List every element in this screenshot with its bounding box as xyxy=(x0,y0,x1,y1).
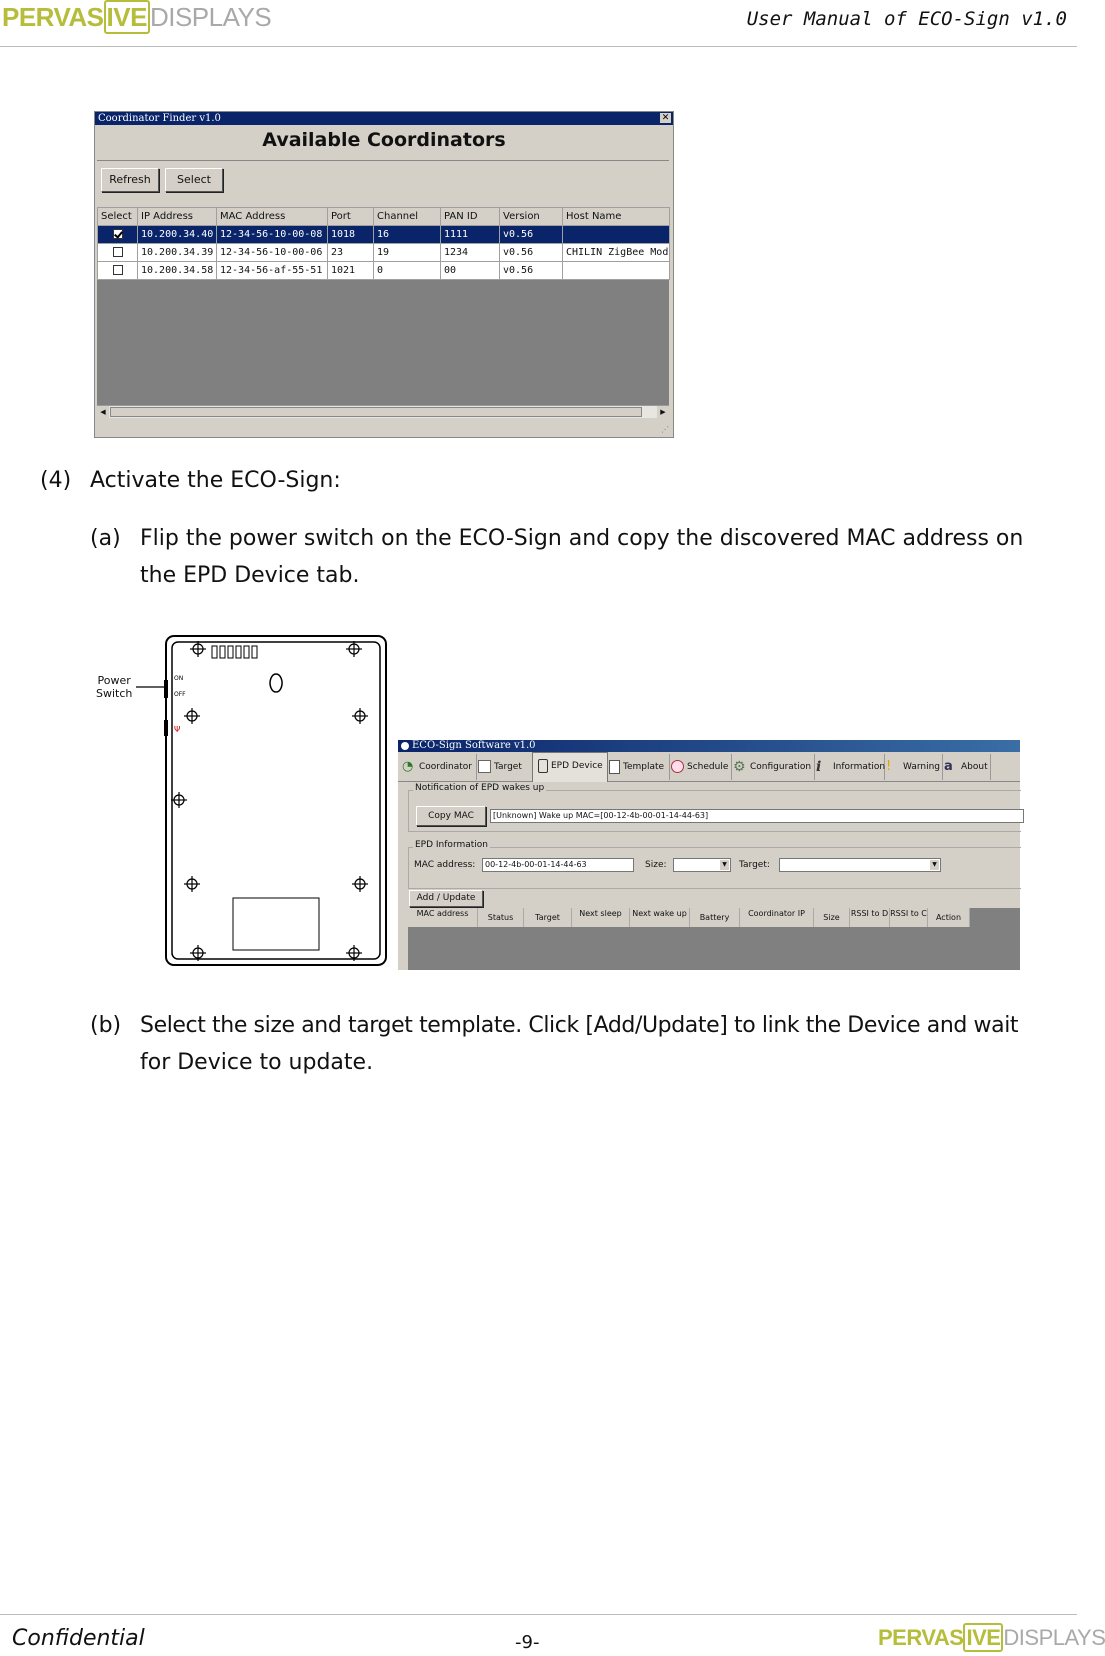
table-row[interactable] xyxy=(98,262,670,280)
notification-group-label: Notification of EPD wakes up xyxy=(415,783,545,793)
step-4b-line1: Select the size and target template. Click [Add/Update] to link the Device and wait xyxy=(140,1013,1019,1038)
cell-version: v0.56 xyxy=(500,262,563,280)
table-row[interactable] xyxy=(98,244,670,262)
cell-port: 1021 xyxy=(328,262,374,280)
col-header[interactable]: Select xyxy=(98,208,138,226)
gear-icon: ⚙ xyxy=(733,758,746,775)
cell-pan: 1111 xyxy=(441,226,500,244)
col-header[interactable]: Next wake up xyxy=(630,908,690,927)
cell-ip: 10.200.34.39 xyxy=(138,244,217,262)
scroll-thumb[interactable] xyxy=(110,407,642,417)
logo-text-ive: IVE xyxy=(104,0,150,34)
horizontal-scrollbar[interactable] xyxy=(97,405,669,418)
tab-label: Information xyxy=(833,762,886,772)
label-line: Power xyxy=(97,674,131,687)
tab-coordinator[interactable] xyxy=(400,754,477,780)
scroll-right-icon[interactable]: ▶ xyxy=(657,406,669,418)
logo-text-pervas: PERVAS xyxy=(2,2,104,32)
cell-port: 23 xyxy=(328,244,374,262)
cell-version: v0.56 xyxy=(500,226,563,244)
eco-sign-titlebar xyxy=(398,740,1020,752)
table-row[interactable] xyxy=(98,226,670,244)
select-button[interactable]: Select xyxy=(165,168,223,192)
cell-ip: 10.200.34.58 xyxy=(138,262,217,280)
notification-group xyxy=(408,783,1021,832)
col-header[interactable]: PAN ID xyxy=(441,208,500,226)
scroll-left-icon[interactable]: ◀ xyxy=(97,406,109,418)
col-header[interactable]: MAC Address xyxy=(217,208,328,226)
col-header[interactable]: Target xyxy=(524,908,572,927)
tab-information[interactable] xyxy=(814,754,885,780)
size-select[interactable] xyxy=(673,858,731,872)
svg-text:ON: ON xyxy=(174,675,184,682)
device-list-header xyxy=(408,908,970,927)
chevron-down-icon: ▼ xyxy=(930,860,939,870)
tab-configuration[interactable] xyxy=(731,754,815,780)
col-header[interactable]: Size xyxy=(814,908,850,927)
cell-port: 1018 xyxy=(328,226,374,244)
coordinator-finder-window xyxy=(94,111,674,438)
row-checkbox[interactable] xyxy=(113,247,123,257)
col-header[interactable]: RSSI to D xyxy=(850,908,890,927)
eco-sign-window-title: ECO-Sign Software v1.0 xyxy=(412,740,536,751)
mac-address-label: MAC address: xyxy=(414,860,476,870)
device-list xyxy=(408,908,1020,970)
cell-pan: 00 xyxy=(441,262,500,280)
device-icon xyxy=(538,759,548,773)
header-logo xyxy=(2,2,271,33)
step-number: (4) xyxy=(40,468,72,493)
epd-information-group xyxy=(408,840,1021,889)
page-number: -9- xyxy=(515,1632,540,1653)
document-icon xyxy=(609,760,620,774)
cell-mac: 12-34-56-af-55-51 xyxy=(217,262,328,280)
tab-label: About xyxy=(961,762,988,772)
step-text: Activate the ECO-Sign: xyxy=(90,468,341,493)
clock-icon xyxy=(671,760,684,773)
size-label: Size: xyxy=(645,860,667,870)
add-update-button[interactable]: Add / Update xyxy=(409,890,483,907)
col-header[interactable]: Version xyxy=(500,208,563,226)
app-icon xyxy=(401,742,409,750)
row-checkbox[interactable] xyxy=(113,229,123,239)
coordinator-table-area xyxy=(97,207,669,417)
tab-label: Configuration xyxy=(750,762,812,772)
header-divider xyxy=(0,46,1077,47)
coordinator-heading: Available Coordinators xyxy=(262,129,506,151)
coordinator-window-title: Coordinator Finder v1.0 xyxy=(98,113,221,124)
refresh-button[interactable]: Refresh xyxy=(101,168,159,192)
tab-label: Coordinator xyxy=(419,762,473,772)
tab-label: Template xyxy=(623,762,665,772)
cell-mac: 12-34-56-10-00-06 xyxy=(217,244,328,262)
copy-mac-button[interactable]: Copy MAC xyxy=(416,806,486,826)
cell-version: v0.56 xyxy=(500,244,563,262)
col-header[interactable]: Host Name xyxy=(563,208,670,226)
col-header[interactable]: MAC address xyxy=(408,908,478,927)
eco-sign-window xyxy=(398,740,1020,970)
resize-grip-icon[interactable]: ⋰ xyxy=(661,425,669,434)
coordinator-table xyxy=(97,207,670,280)
svg-text:Ψ: Ψ xyxy=(174,725,181,734)
tab-label: Schedule xyxy=(687,762,729,772)
footer-confidential: Confidential xyxy=(12,1626,145,1651)
step-4 xyxy=(40,462,341,499)
col-header[interactable]: Port xyxy=(328,208,374,226)
tab-target[interactable] xyxy=(476,754,533,780)
info-icon: i xyxy=(816,758,822,775)
target-label: Target: xyxy=(739,860,770,870)
epd-info-group-label: EPD Information xyxy=(415,840,489,850)
col-header[interactable]: RSSI to C xyxy=(890,908,928,927)
col-header[interactable]: Battery xyxy=(690,908,740,927)
close-icon[interactable]: ✕ xyxy=(661,113,670,123)
tab-label: Target xyxy=(494,762,522,772)
power-switch-label xyxy=(96,674,132,700)
cell-mac: 12-34-56-10-00-08 xyxy=(217,226,328,244)
target-select[interactable] xyxy=(779,858,941,872)
signal-icon: ◔ xyxy=(402,758,414,774)
tab-about[interactable] xyxy=(942,754,991,780)
col-header[interactable]: Channel xyxy=(374,208,441,226)
logo-text-displays: DISPLAYS xyxy=(1003,1625,1105,1650)
col-header[interactable]: Status xyxy=(478,908,524,927)
hand-icon xyxy=(478,760,491,773)
tab-epd-device[interactable] xyxy=(532,752,608,782)
col-header[interactable]: Action xyxy=(928,908,970,927)
cell-host: CHILIN ZigBee Mod xyxy=(563,244,670,262)
notification-text: [Unknown] Wake up MAC=[00-12-4b-00-01-14-44-63] xyxy=(490,809,1024,823)
tab-label: EPD Device xyxy=(551,761,603,771)
svg-text:OFF: OFF xyxy=(174,691,186,698)
cell-pan: 1234 xyxy=(441,244,500,262)
tab-schedule[interactable] xyxy=(669,754,732,780)
tab-warning[interactable] xyxy=(884,754,943,780)
logo-text-ive: IVE xyxy=(963,1623,1003,1652)
cell-host xyxy=(563,262,670,280)
mac-address-input[interactable]: 00-12-4b-00-01-14-44-63 xyxy=(482,858,634,872)
cell-channel: 16 xyxy=(374,226,441,244)
row-checkbox[interactable] xyxy=(113,265,123,275)
tab-template[interactable] xyxy=(607,754,670,780)
cell-host xyxy=(563,226,670,244)
logo-text-pervas: PERVAS xyxy=(878,1625,964,1650)
chevron-down-icon: ▼ xyxy=(720,860,729,870)
document-title: User Manual of ECO-Sign v1.0 xyxy=(746,8,1067,30)
coordinator-titlebar xyxy=(95,112,673,125)
footer-divider xyxy=(0,1614,1077,1615)
footer-logo xyxy=(878,1625,1105,1651)
col-header[interactable]: Next sleep xyxy=(572,908,630,927)
warning-icon: ! xyxy=(886,758,892,774)
cell-channel: 19 xyxy=(374,244,441,262)
step-4a-line1: Flip the power switch on the ECO-Sign and copy the discovered MAC address on xyxy=(140,526,1024,551)
cell-ip: 10.200.34.40 xyxy=(138,226,217,244)
table-header-row xyxy=(98,208,670,226)
cell-channel: 0 xyxy=(374,262,441,280)
step-4b-line2: for Device to update. xyxy=(140,1050,374,1075)
col-header[interactable]: IP Address xyxy=(138,208,217,226)
step-4b-number: (b) xyxy=(90,1013,122,1038)
eco-sign-device-diagram xyxy=(136,636,390,966)
col-header[interactable]: Coordinator IP xyxy=(740,908,814,927)
step-4a-number: (a) xyxy=(90,526,121,551)
tab-label: Warning xyxy=(903,762,941,772)
step-4a-line2: the EPD Device tab. xyxy=(140,563,360,588)
tab-bar xyxy=(398,754,1020,782)
label-line: Switch xyxy=(96,687,133,700)
about-icon: a xyxy=(944,758,953,774)
logo-text-displays: DISPLAYS xyxy=(149,2,272,32)
